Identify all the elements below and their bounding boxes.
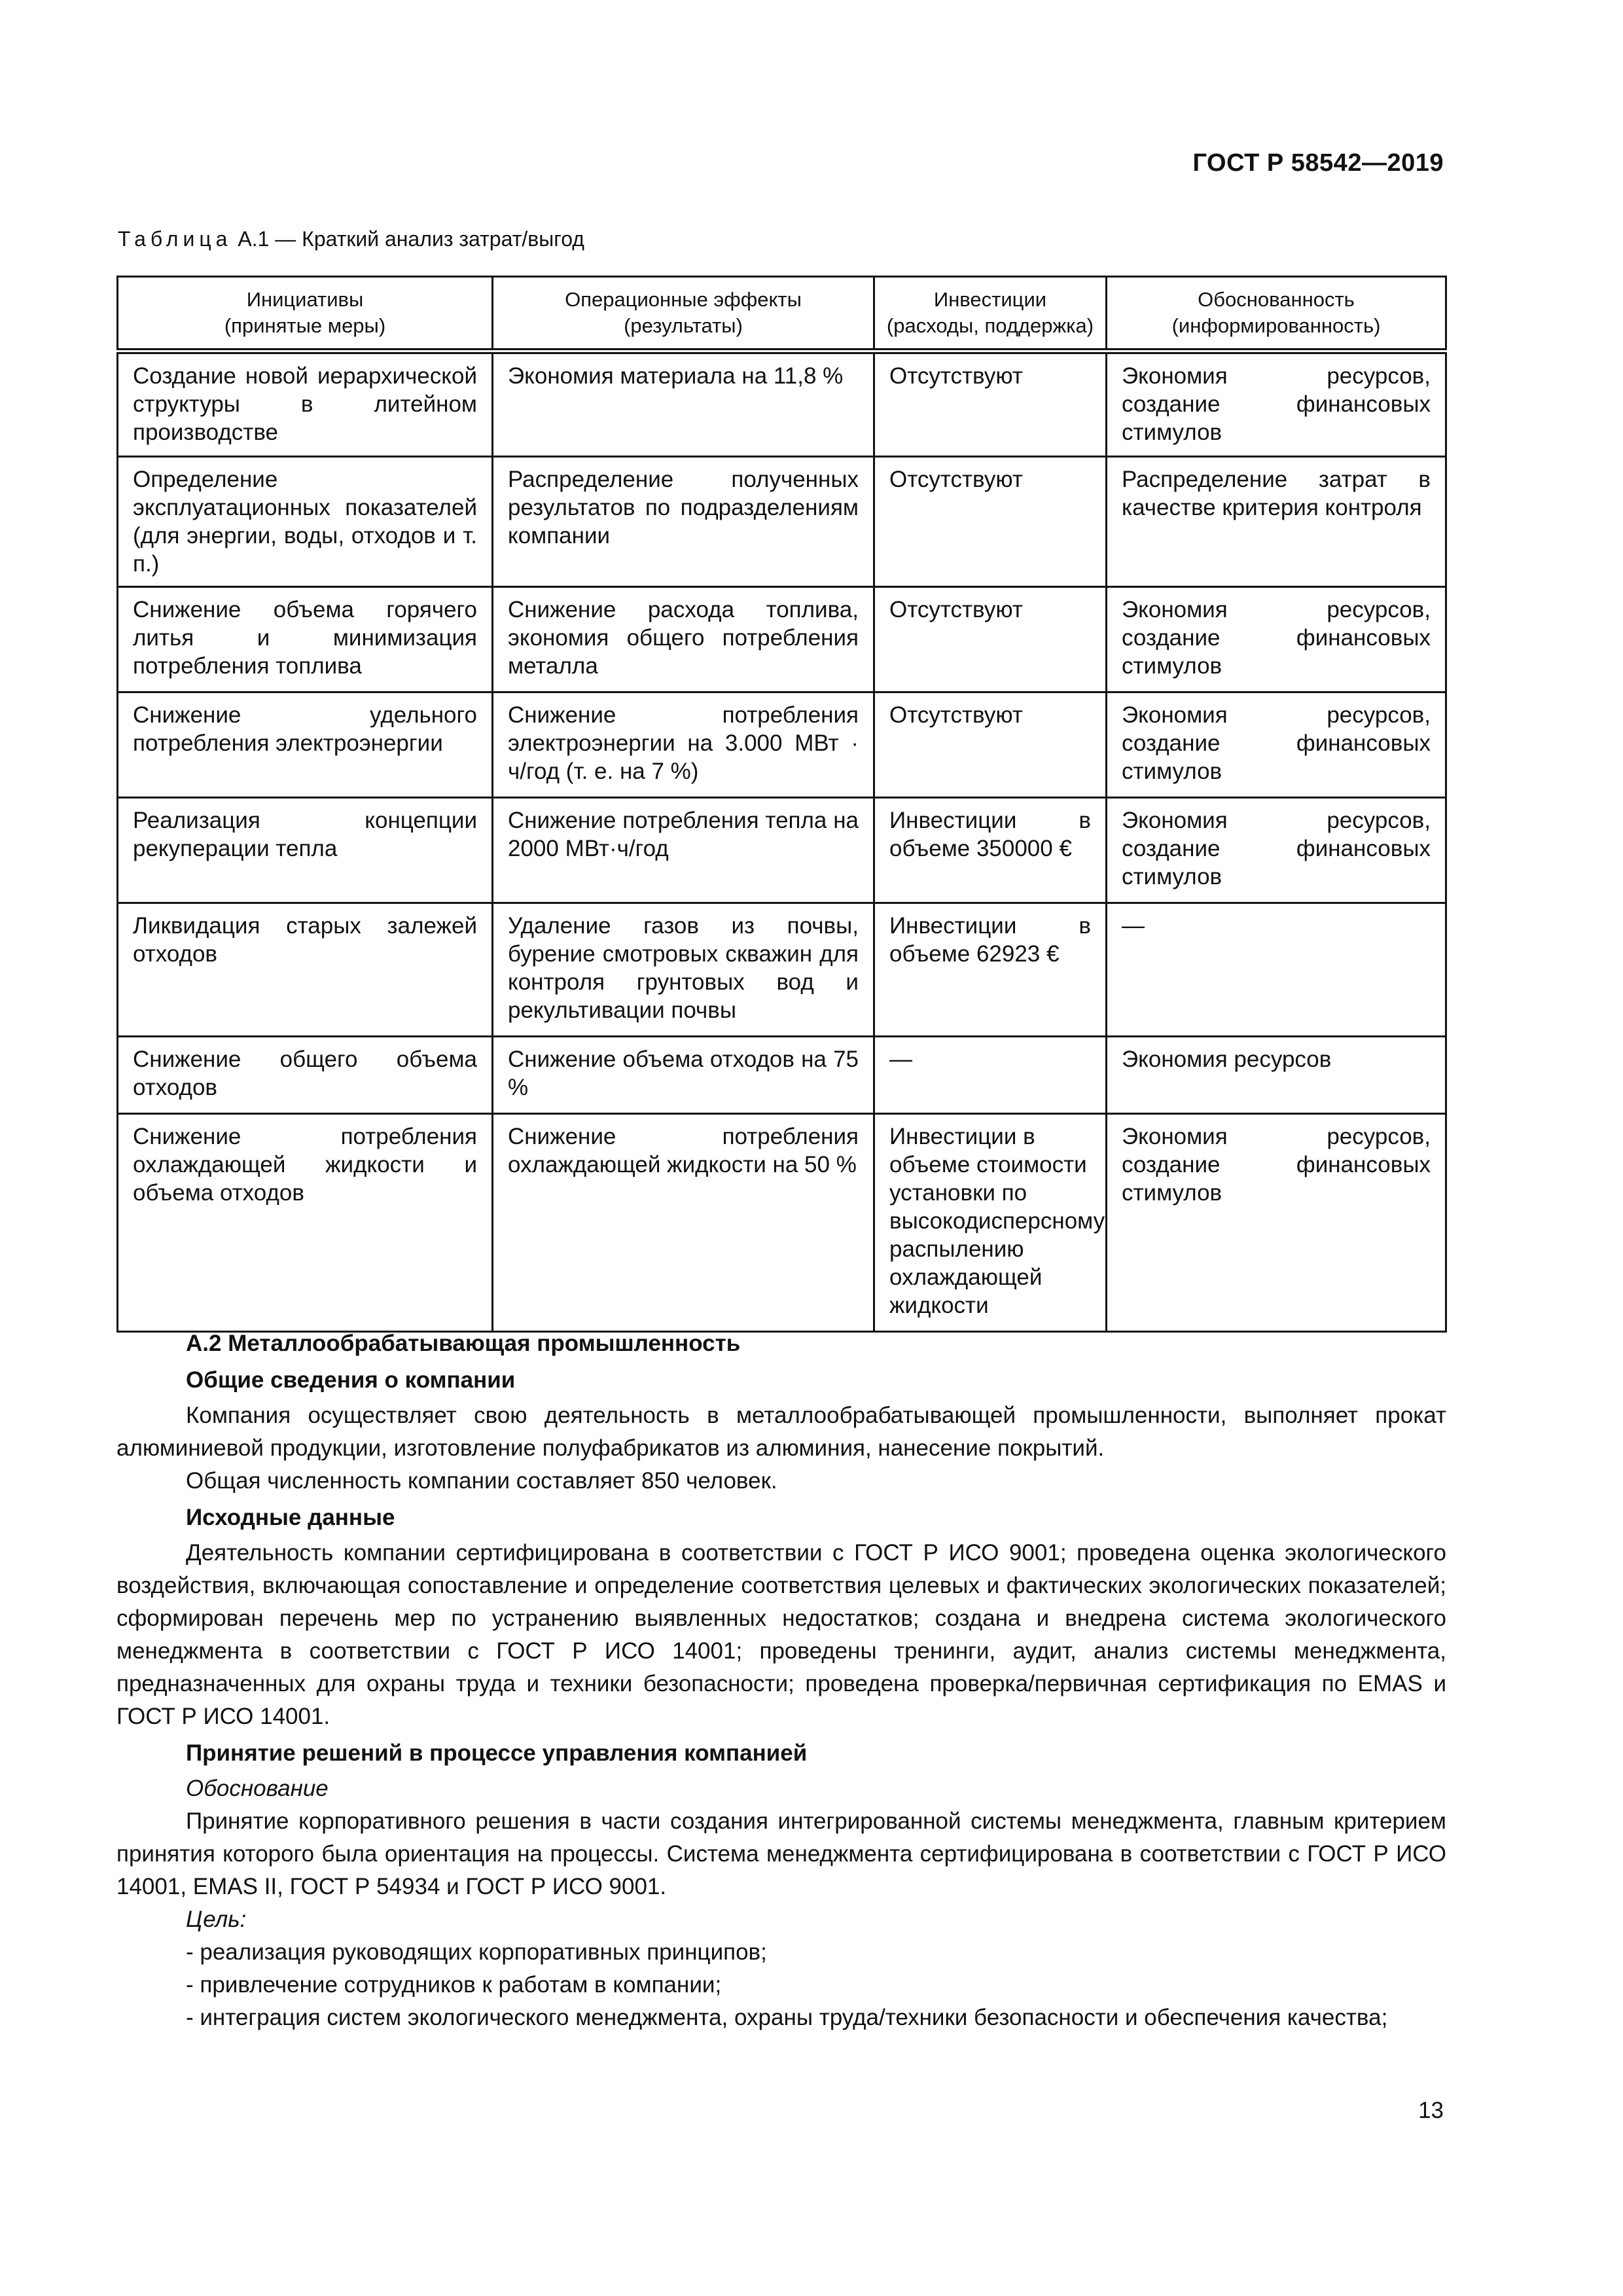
table-cell: Снижение общего объема отходов [118, 1037, 493, 1114]
decision-heading: Принятие решений в процессе управления компанией [186, 1740, 808, 1766]
table-cell: Снижение потребления тепла на 2000 МВт·ч/год [493, 798, 874, 903]
rationale-label: Обоснование [186, 1776, 329, 1801]
table-cell: Снижение потребления охлаждающей жидкости на 50 % [493, 1114, 874, 1332]
table-cell: Отсутствуют [874, 457, 1107, 587]
goal-item: - реализация руководящих корпоративных принципов; [186, 1939, 767, 1965]
general-heading: Общие сведения о компании [186, 1367, 516, 1393]
table-cell: Снижение объема горячего литья и минимизация потребления топлива [118, 587, 493, 692]
column-header-effects: Операционные эффекты (результаты) [493, 277, 874, 351]
rationale-paragraph: Принятие корпоративного решения в части создания интегрированной системы менеджмента, главным критерием принятия которого была ориентация на процессы. Система менеджмента сертифицирована в соответствии с ГОСТ Р ИСО 14001, EMAS II, ГОСТ Р 54934 и ГОСТ Р ИСО 9001. [116, 1808, 1446, 1899]
table-cell: Отсутствуют [874, 587, 1107, 692]
table-row [118, 351, 1446, 457]
table-cell: — [874, 1037, 1107, 1114]
document-header: ГОСТ Р 58542—2019 [1192, 149, 1444, 177]
column-header-justification: Обоснованность (информированность) [1107, 277, 1446, 351]
table-cell: Экономия ресурсов, создание финансовых стимулов [1107, 798, 1446, 903]
table-caption-label: Таблица [118, 227, 232, 251]
section-title: А.2 Металлообрабатывающая промышленность [186, 1331, 741, 1356]
section-body [116, 1323, 1446, 2034]
general-paragraph-2: Общая численность компании составляет 850 человек. [186, 1468, 777, 1494]
table-row [118, 457, 1446, 587]
table-cell: Экономия ресурсов, создание финансовых стимулов [1107, 587, 1446, 692]
column-header-initiatives: Инициативы (принятые меры) [118, 277, 493, 351]
table-cell: Инвестиции в объеме 350000 € [874, 798, 1107, 903]
table-cell: Экономия ресурсов, создание финансовых стимулов [1107, 1114, 1446, 1332]
table-cell: Экономия ресурсов [1107, 1037, 1446, 1114]
cost-benefit-table [116, 276, 1447, 1333]
table-cell: Снижение удельного потребления электроэнергии [118, 692, 493, 798]
table-row [118, 587, 1446, 692]
table-cell: Отсутствуют [874, 692, 1107, 798]
table-cell: Инвестиции в объеме 62923 € [874, 903, 1107, 1037]
table-cell: Инвестиции в объеме стоимости установки по высокодисперсному распылению охлаждающей жидкости [874, 1114, 1107, 1332]
table-cell: Удаление газов из почвы, бурение смотровых скважин для контроля грунтовых вод и рекультивации почвы [493, 903, 874, 1037]
goal-item: - привлечение сотрудников к работам в компании; [186, 1972, 722, 1998]
table-cell: Снижение потребления охлаждающей жидкости и объема отходов [118, 1114, 493, 1332]
table-caption-text: А.1 — Краткий анализ затрат/выгод [232, 227, 584, 251]
page-number: 13 [1418, 2098, 1444, 2123]
table-cell: Снижение объема отходов на 75 % [493, 1037, 874, 1114]
table-cell: Снижение потребления электроэнергии на 3.000 МВт · ч/год (т. е. на 7 %) [493, 692, 874, 798]
table-cell: — [1107, 903, 1446, 1037]
source-heading: Исходные данные [186, 1505, 395, 1530]
table-cell: Отсутствуют [874, 351, 1107, 457]
table-cell: Реализация концепции рекуперации тепла [118, 798, 493, 903]
goal-item: - интеграция систем экологического менеджмента, охраны труда/техники безопасности и обеспечения качества; [186, 2005, 1388, 2030]
table-caption [118, 227, 584, 251]
table-cell: Создание новой иерархической структуры в литейном производстве [118, 351, 493, 457]
table-cell: Определение эксплуатационных показателей (для энергии, воды, отходов и т. п.) [118, 457, 493, 587]
table-row [118, 1114, 1446, 1332]
table-cell: Экономия материала на 11,8 % [493, 351, 874, 457]
table-cell: Экономия ресурсов, создание финансовых стимулов [1107, 692, 1446, 798]
table-cell: Распределение полученных результатов по подразделениям компании [493, 457, 874, 587]
table-row [118, 798, 1446, 903]
table-cell: Ликвидация старых залежей отходов [118, 903, 493, 1037]
table-row [118, 692, 1446, 798]
source-paragraph: Деятельность компании сертифицирована в соответствии с ГОСТ Р ИСО 9001; проведена оценка экологического воздействия, включающая сопоставление и определение соответствия целевых и фактических экологических показателей; сформирован перечень мер по устранению выявленных недостатков; создана и внедрена система экологического менеджмента в соответствии с ГОСТ Р ИСО 14001; проведены тренинги, аудит, анализ системы менеджмента, предназначенных для охраны труда и техники безопасности; проведена проверка/первичная сертификация по EMAS и ГОСТ Р ИСО 14001. [116, 1540, 1446, 1729]
table-row [118, 1037, 1446, 1114]
table-header-row [118, 277, 1446, 351]
general-paragraph-1: Компания осуществляет свою деятельность в металлообрабатывающей промышленности, выполняет прокат алюминиевой продукции, изготовление полуфабрикатов из алюминия, нанесение покрытий. [116, 1403, 1446, 1461]
table-cell: Экономия ресурсов, создание финансовых стимулов [1107, 351, 1446, 457]
table-row [118, 903, 1446, 1037]
table-cell: Распределение затрат в качестве критерия контроля [1107, 457, 1446, 587]
column-header-investments: Инвестиции (расходы, поддержка) [874, 277, 1107, 351]
goal-label: Цель: [186, 1907, 247, 1932]
table-cell: Снижение расхода топлива, экономия общего потребления металла [493, 587, 874, 692]
